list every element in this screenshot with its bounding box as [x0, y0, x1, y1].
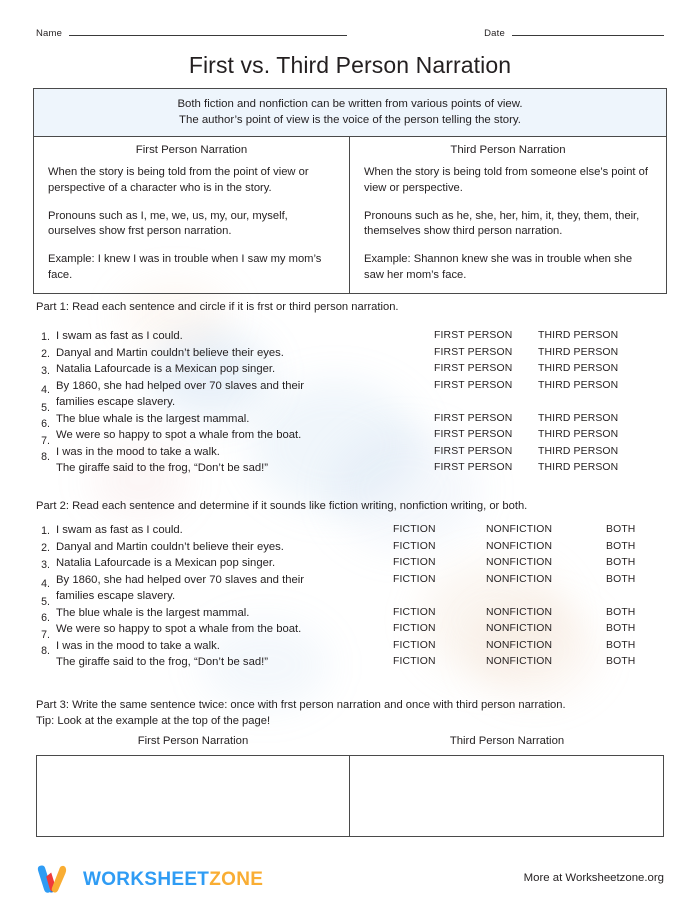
question-number: 4.: [41, 578, 50, 590]
question-sentence: families escape slavery.: [56, 590, 176, 602]
part3-first-person-answer-area[interactable]: [37, 756, 350, 836]
question-number: 7.: [41, 628, 50, 641]
third-person-example: Example: Shannon knew she was in trouble when she saw her mom’s face.: [364, 253, 633, 281]
footer-attribution: More at Worksheetzone.org: [523, 872, 664, 884]
question-sentence: We were so happy to spot a whale from the boat.: [56, 623, 302, 635]
first-person-definition: When the story is being told from the point of view or perspective of a character who is in the story.: [48, 166, 309, 195]
worksheetzone-logo[interactable]: [36, 862, 263, 896]
option-fiction[interactable]: FICTION: [393, 557, 436, 568]
question-number: 5.: [41, 596, 50, 608]
option-both[interactable]: BOTH: [606, 639, 636, 651]
question-number: 2.: [41, 348, 50, 360]
date-field[interactable]: [484, 28, 664, 39]
worksheetzone-w-icon: [36, 862, 76, 896]
option-fiction[interactable]: FICTION: [393, 573, 436, 585]
question-number: 7.: [41, 434, 50, 447]
option-nonfiction[interactable]: NONFICTION: [486, 639, 553, 651]
option-both[interactable]: BOTH: [606, 557, 636, 568]
question-sentence: The giraffe said to the frog, “Don’t be sad!”: [56, 656, 269, 668]
question-number: 1.: [41, 331, 50, 343]
option-nonfiction[interactable]: NONFICTION: [486, 524, 553, 535]
question-number: 5.: [41, 402, 50, 414]
question-sentence: I swam as fast as I could.: [56, 524, 183, 536]
logo-text-zone: ZONE: [209, 868, 264, 890]
question-number: 3.: [41, 365, 50, 377]
definition-third-person-cell: [350, 137, 666, 293]
logo-text-worksheet: WORKSHEET: [83, 868, 210, 890]
question-number: 4.: [41, 384, 50, 396]
question-sentence: The blue whale is the largest mammal.: [56, 606, 250, 619]
question-number: 6.: [41, 612, 50, 624]
option-fiction[interactable]: FICTION: [393, 524, 436, 535]
part3-heading-third-person: Third Person Narration: [449, 735, 565, 747]
question-number: 2.: [41, 542, 50, 554]
option-third-person[interactable]: THIRD PERSON: [538, 379, 619, 391]
option-both[interactable]: BOTH: [606, 606, 636, 618]
third-person-heading: Third Person Narration: [450, 144, 566, 157]
part2-instructions: Part 2: Read each sentence and determine if it sounds like fiction writing, nonfiction writing, or both.: [36, 500, 528, 512]
background-smudge: [250, 380, 420, 510]
question-number: 6.: [41, 418, 50, 430]
name-field[interactable]: [36, 28, 347, 39]
date-label: Date: [484, 28, 505, 39]
option-third-person[interactable]: THIRD PERSON: [538, 445, 619, 457]
option-both[interactable]: BOTH: [606, 573, 636, 585]
option-fiction[interactable]: FICTION: [393, 623, 436, 634]
question-sentence: I swam as fast as I could.: [56, 330, 183, 342]
question-sentence: Natalia Lafourcade is a Mexican pop singer.: [56, 557, 276, 569]
name-write-line[interactable]: [69, 35, 347, 36]
page-title: First vs. Third Person Narration: [188, 52, 512, 78]
worksheet-header: [36, 28, 664, 46]
question-sentence: families escape slavery.: [56, 396, 176, 408]
question-sentence: I was in the mood to take a walk.: [56, 639, 220, 652]
banner-line-1: Both fiction and nonfiction can be written from various points of view.: [177, 98, 523, 110]
option-first-person[interactable]: FIRST PERSON: [434, 379, 513, 391]
name-label: Name: [36, 28, 63, 39]
third-person-pronouns: Pronouns such as he, she, her, him, it, they, them, their, themselves show third person narration.: [364, 209, 640, 238]
first-person-example: Example: I knew I was in trouble when I saw my mom’s face.: [48, 253, 322, 281]
first-person-heading: First Person Narration: [135, 144, 248, 157]
option-first-person[interactable]: FIRST PERSON: [434, 330, 513, 341]
option-nonfiction[interactable]: NONFICTION: [486, 623, 553, 634]
definition-banner: [34, 89, 666, 137]
question-sentence: By 1860, she had helped over 70 slaves and their: [56, 379, 305, 392]
part3-instruction-line-2: Tip: Look at the example at the top of the page!: [36, 714, 271, 727]
question-number: 1.: [41, 525, 50, 537]
option-first-person[interactable]: FIRST PERSON: [434, 429, 513, 440]
question-sentence: Danyal and Martin couldn’t believe their eyes.: [56, 540, 284, 553]
option-nonfiction[interactable]: NONFICTION: [486, 540, 553, 552]
option-third-person[interactable]: THIRD PERSON: [538, 363, 619, 374]
worksheetzone-wordmark: [83, 870, 263, 889]
question-sentence: The giraffe said to the frog, “Don’t be sad!”: [56, 462, 269, 474]
definition-table: [33, 88, 667, 294]
option-nonfiction[interactable]: NONFICTION: [486, 557, 553, 568]
part3-third-person-answer-area[interactable]: [350, 756, 663, 836]
part3-heading-first-person: First Person Narration: [137, 735, 249, 747]
option-third-person[interactable]: THIRD PERSON: [538, 462, 619, 473]
question-sentence: We were so happy to spot a whale from the boat.: [56, 429, 302, 441]
first-person-pronouns: Pronouns such as I, me, we, us, my, our, myself, ourselves show frst person narration.: [48, 209, 288, 238]
third-person-definition: When the story is being told from someone else’s point of view or perspective.: [364, 166, 648, 195]
option-first-person[interactable]: FIRST PERSON: [434, 412, 513, 424]
banner-line-2: The author’s point of view is the voice of the person telling the story.: [179, 114, 521, 127]
option-first-person[interactable]: FIRST PERSON: [434, 445, 513, 457]
option-fiction[interactable]: FICTION: [393, 606, 436, 618]
option-third-person[interactable]: THIRD PERSON: [538, 429, 619, 440]
option-nonfiction[interactable]: NONFICTION: [486, 573, 553, 585]
option-both[interactable]: BOTH: [606, 524, 636, 535]
part3-column-headings: [36, 735, 664, 747]
part3-answer-box: [36, 755, 664, 837]
question-number: 3.: [41, 559, 50, 571]
option-fiction[interactable]: FICTION: [393, 540, 436, 552]
option-first-person[interactable]: FIRST PERSON: [434, 462, 513, 473]
definition-first-person-cell: [34, 137, 350, 293]
question-number: 8.: [41, 645, 50, 657]
option-first-person[interactable]: FIRST PERSON: [434, 346, 513, 358]
option-nonfiction[interactable]: NONFICTION: [486, 606, 553, 618]
option-both[interactable]: BOTH: [606, 623, 636, 634]
part3-instructions: [36, 698, 666, 729]
question-sentence: Natalia Lafourcade is a Mexican pop singer.: [56, 363, 276, 375]
date-write-line[interactable]: [512, 35, 664, 36]
question-sentence: Danyal and Martin couldn’t believe their eyes.: [56, 346, 284, 359]
option-third-person[interactable]: THIRD PERSON: [538, 346, 619, 358]
question-sentence: I was in the mood to take a walk.: [56, 445, 220, 458]
option-fiction[interactable]: FICTION: [393, 639, 436, 651]
option-first-person[interactable]: FIRST PERSON: [434, 363, 513, 374]
part3-instruction-line-1: Part 3: Write the same sentence twice: once with frst person narration and once with third person narration.: [36, 699, 566, 711]
option-fiction[interactable]: FICTION: [393, 656, 436, 667]
option-nonfiction[interactable]: NONFICTION: [486, 656, 553, 667]
option-both[interactable]: BOTH: [606, 540, 636, 552]
question-sentence: The blue whale is the largest mammal.: [56, 412, 250, 425]
option-third-person[interactable]: THIRD PERSON: [538, 412, 619, 424]
part1-instructions: Part 1: Read each sentence and circle if it is frst or third person narration.: [36, 301, 399, 313]
question-number: 8.: [41, 451, 50, 463]
option-third-person[interactable]: THIRD PERSON: [538, 330, 619, 341]
question-sentence: By 1860, she had helped over 70 slaves and their: [56, 573, 305, 586]
option-both[interactable]: BOTH: [606, 656, 636, 667]
